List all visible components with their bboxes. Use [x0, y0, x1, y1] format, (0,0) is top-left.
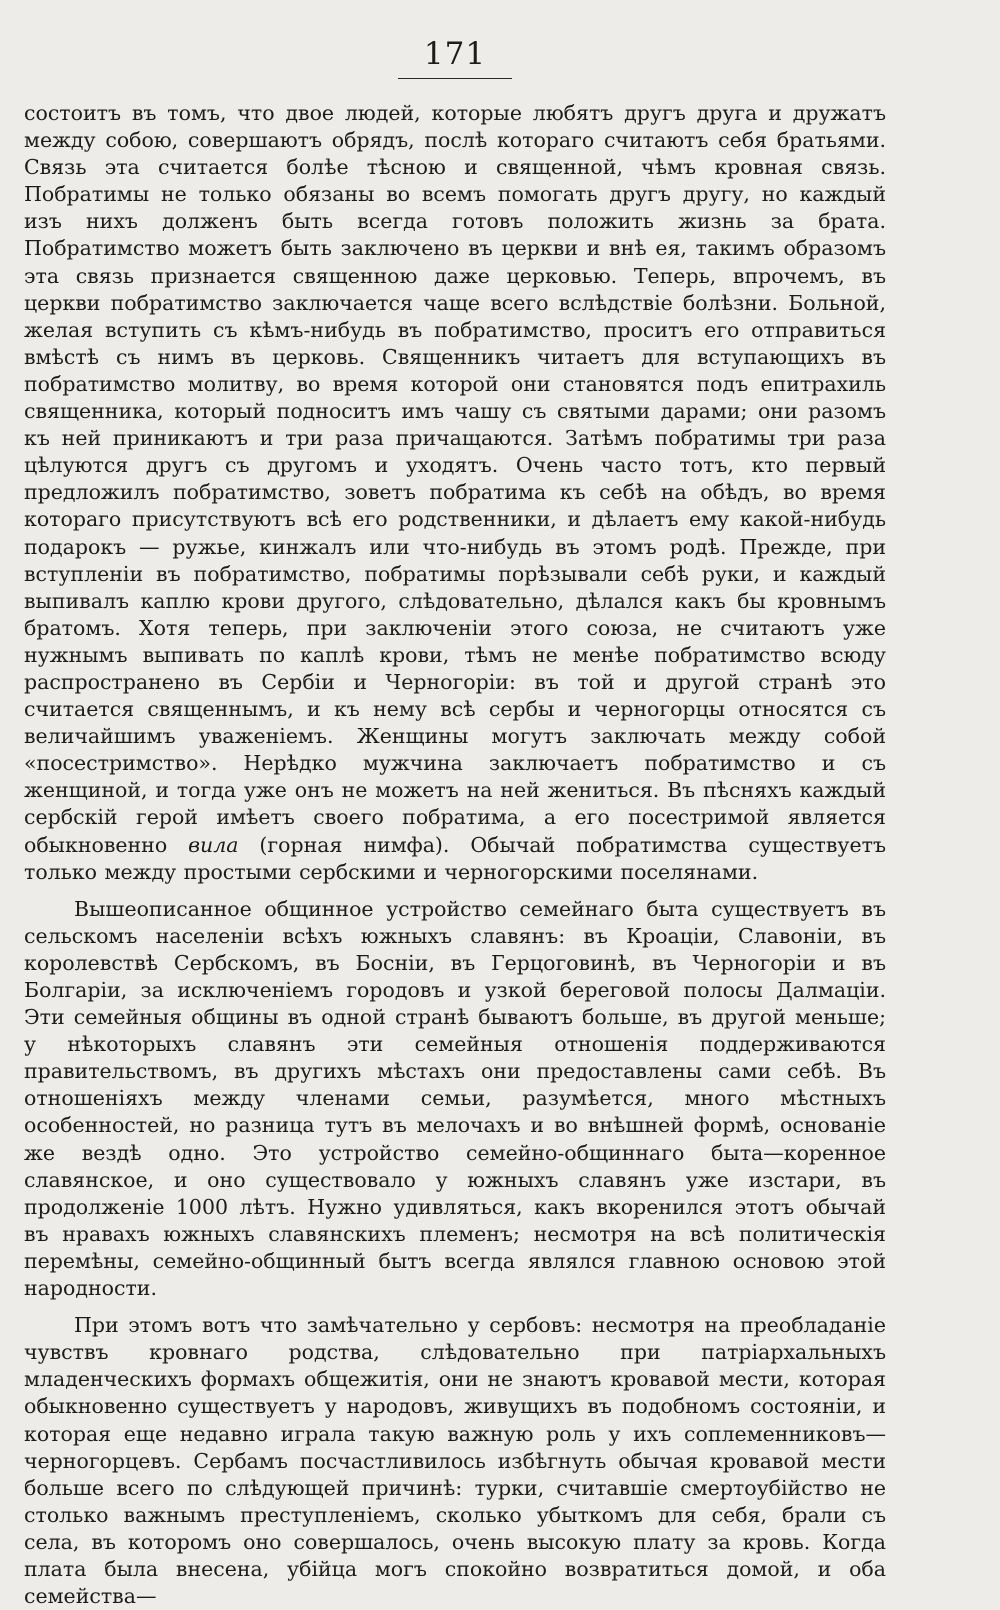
- text-run: При этомъ вотъ что замѣчательно у сербовъ: несмотря на преобладаніе чувствъ кровнаго родства, слѣдовательно при патріархальныхъ младенческихъ формахъ общежитія, они не знаютъ кровавой мести, которая обыкновенно существуетъ у народовъ, живущихъ въ подобномъ состояніи, и которая еще недавно играла такую важную роль у ихъ соплеменниковъ—черногорцевъ. Сербамъ посчастливилось избѣгнуть обычая кровавой мести больше всего по слѣдующей причинѣ: турки, считавшіе смертоубійство не столько важнымъ преступленіемъ, сколько убыткомъ для себя, брали съ села, въ которомъ оно совершалось, очень высокую плату за кровь. Когда плата была внесена, убійца могъ спокойно возвратиться домой, и оба семейства—: [24, 1313, 886, 1609]
- text-run: состоитъ въ томъ, что двое людей, которые любятъ другъ друга и дружатъ между собою, совершаютъ обрядъ, послѣ котораго считаютъ себя братьями. Связь эта считается болѣе тѣсною и священной, чѣмъ кровная связь. Побратимы не только обязаны во всемъ помогать другъ другу, но каждый изъ нихъ долженъ быть всегда готовъ положить жизнь за брата. Побратимство можетъ быть заключено въ церкви и внѣ ея, такимъ образомъ эта связь признается священною даже церковью. Теперь, впрочемъ, въ церкви побратимство заключается чаще всего вслѣдствіе болѣзни. Больной, желая вступить съ кѣмъ-нибудь въ побратимство, проситъ его отправиться вмѣстѣ съ нимъ въ церковь. Священникъ читаетъ для вступающихъ въ побратимство молитву, во время которой они становятся подъ епитрахиль священника, который подноситъ имъ чашу съ святыми дарами; они разомъ къ ней приникаютъ и три раза причащаются. Затѣмъ побратимы три раза цѣлуются другъ съ другомъ и уходятъ. Очень часто тотъ, кто первый предложилъ побратимство, зоветъ побратима къ себѣ на обѣдъ, во время котораго присутствуютъ всѣ его родственники, и дѣлаетъ ему какой-нибудь подарокъ — ружье, кинжалъ или что-нибудь въ этомъ родѣ. Прежде, при вступленіи въ побратимство, побратимы порѣзывали себѣ руки, и каждый выпивалъ каплю крови другого, слѣдовательно, дѣлался какъ бы кровнымъ братомъ. Хотя теперь, при заключеніи этого союза, не считаютъ уже нужнымъ выпивать по каплѣ крови, тѣмъ не менѣе побратимство всюду распространено въ Сербіи и Черногоріи: въ той и другой странѣ это считается священнымъ, и къ нему всѣ сербы и черногорцы относятся съ величайшимъ уваженіемъ. Женщины могутъ заключать между собой «посестримство». Нерѣдко мужчина заключаетъ побратимство и съ женщиной, и тогда уже онъ не можетъ на ней жениться. Въ пѣсняхъ каждый сербскій герой имѣетъ своего побратима, а его посестримой является обыкновенно: [24, 101, 886, 857]
- text-run: (горная нимфа). Обычай побратимства существуетъ только между простыми сербскими и черногорскими поселянами.: [24, 832, 886, 884]
- text-run: Вышеописанное общинное устройство семейнаго быта существуетъ въ сельскомъ населеніи всѣхъ южныхъ славянъ: въ Кроаціи, Славоніи, въ королевствѣ Сербскомъ, въ Босніи, въ Герцоговинѣ, въ Черногоріи и въ Болгаріи, за исключеніемъ городовъ и узкой береговой полосы Далмаціи. Эти семейныя общины въ одной странѣ бываютъ больше, въ другой меньше; у нѣкоторыхъ славянъ эти семейныя отношенія поддерживаются правительствомъ, въ другихъ мѣстахъ они предоставлены сами себѣ. Въ отношеніяхъ между членами семьи, разумѣется, много мѣстныхъ особенностей, но разница тутъ въ мелочахъ и во внѣшней формѣ, основаніе же вездѣ одно. Это устройство семейно-общиннаго быта—коренное славянское, и оно существовало у южныхъ славянъ уже изстари, въ продолженіе 1000 лѣтъ. Нужно удивляться, какъ вкоренился этотъ обычай въ нравахъ южныхъ славянскихъ племенъ; несмотря на всѣ политическія перемѣны, семейно-общинный бытъ всегда являлся главною основою этой народности.: [24, 896, 886, 1301]
- paragraph: [24, 1312, 886, 1610]
- paragraph: [24, 100, 886, 886]
- text-body: [24, 100, 886, 1610]
- page-number: 171: [423, 36, 487, 72]
- page-number-rule: [398, 78, 512, 79]
- italic-word: вила: [188, 832, 239, 857]
- paragraph: [24, 896, 886, 1302]
